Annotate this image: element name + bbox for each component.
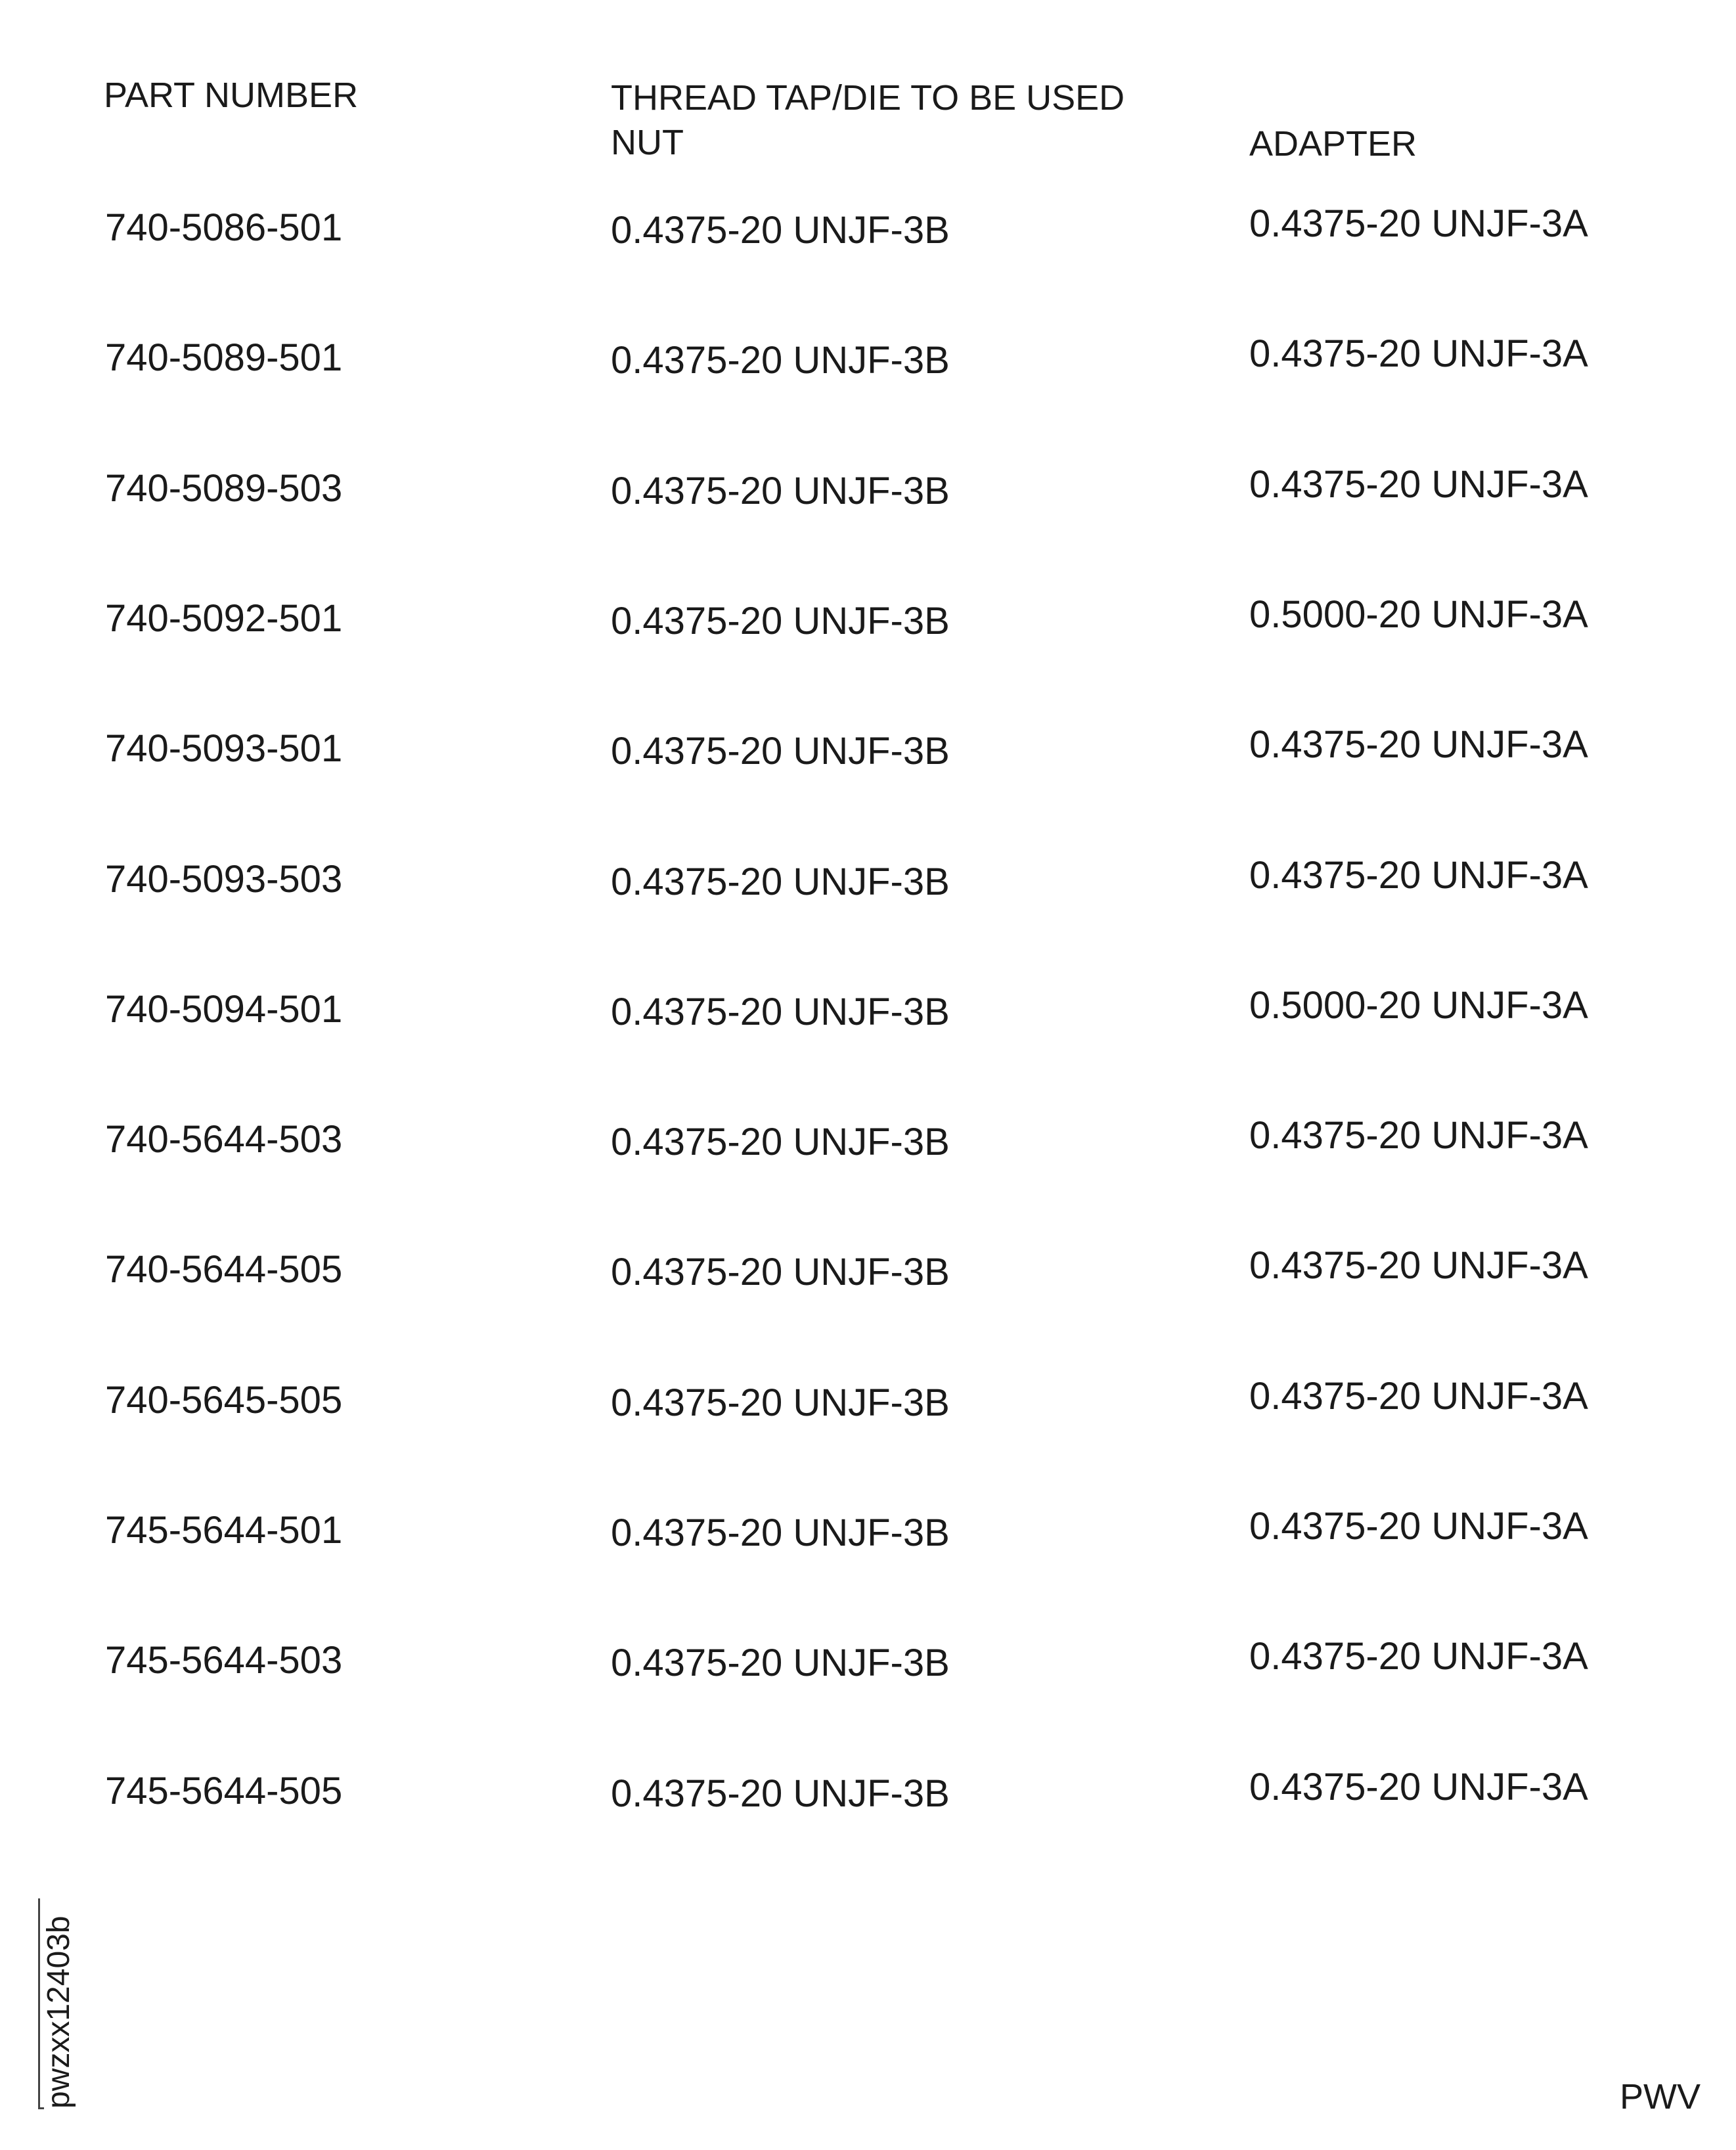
nut-thread-cell: 0.4375-20 UNJF-3B [611, 1642, 950, 1684]
table-row [0, 1244, 1736, 1312]
table-row [0, 593, 1736, 661]
part-number-cell: 745-5644-501 [105, 1509, 343, 1552]
table-row [0, 1635, 1736, 1703]
adapter-thread-cell: 0.4375-20 UNJF-3A [1249, 1244, 1588, 1287]
table-row [0, 463, 1736, 531]
part-number-cell: 740-5094-501 [105, 988, 343, 1031]
part-number-cell: 740-5645-505 [105, 1379, 343, 1422]
table-row [0, 1768, 1736, 1834]
adapter-thread-cell: 0.5000-20 UNJF-3A [1249, 593, 1588, 636]
part-number-cell: 740-5093-501 [105, 727, 343, 770]
header-thread-tap-die: THREAD TAP/DIE TO BE USED [611, 78, 1125, 118]
nut-thread-cell: 0.4375-20 UNJF-3B [611, 1251, 950, 1293]
table-row [0, 1505, 1736, 1573]
adapter-thread-cell: 0.4375-20 UNJF-3A [1249, 854, 1588, 897]
nut-thread-cell: 0.4375-20 UNJF-3B [611, 1512, 950, 1554]
adapter-thread-cell: 0.4375-20 UNJF-3A [1249, 1114, 1588, 1157]
part-number-cell: 740-5644-505 [105, 1248, 343, 1291]
part-number-cell: 740-5089-501 [105, 336, 343, 379]
nut-thread-cell: 0.4375-20 UNJF-3B [611, 1381, 950, 1424]
nut-thread-cell: 0.4375-20 UNJF-3B [611, 991, 950, 1033]
adapter-thread-cell: 0.4375-20 UNJF-3A [1249, 332, 1588, 375]
nut-thread-cell: 0.4375-20 UNJF-3B [611, 861, 950, 903]
part-number-cell: 740-5086-501 [105, 206, 343, 249]
nut-thread-cell: 0.4375-20 UNJF-3B [611, 730, 950, 773]
footer-code: PWV [1620, 2077, 1701, 2116]
adapter-thread-cell: 0.5000-20 UNJF-3A [1249, 984, 1588, 1027]
header-part-number: PART NUMBER [104, 76, 359, 115]
table-row [0, 854, 1736, 922]
figure-identifier [38, 1898, 80, 2109]
nut-thread-cell: 0.4375-20 UNJF-3B [611, 1772, 950, 1815]
table-row [0, 723, 1736, 792]
table-row [0, 202, 1736, 271]
adapter-thread-cell: 0.4375-20 UNJF-3A [1249, 202, 1588, 245]
header-nut: NUT [611, 123, 684, 162]
adapter-thread-cell: 0.4375-20 UNJF-3A [1249, 723, 1588, 766]
part-number-cell: 740-5092-501 [105, 597, 343, 640]
part-number-cell: 740-5644-503 [105, 1118, 343, 1161]
adapter-thread-cell: 0.4375-20 UNJF-3A [1249, 1766, 1588, 1808]
table-row [0, 1377, 1736, 1443]
nut-thread-cell: 0.4375-20 UNJF-3B [611, 1121, 950, 1163]
adapter-thread-cell: 0.4375-20 UNJF-3A [1249, 463, 1588, 506]
adapter-thread-cell: 0.4375-20 UNJF-3A [1249, 1505, 1588, 1548]
adapter-thread-cell: 0.4375-20 UNJF-3A [1249, 1375, 1588, 1418]
table-row [0, 984, 1736, 1052]
part-number-cell: 740-5089-503 [105, 467, 343, 510]
table-row [0, 332, 1736, 401]
figure-id-text: pwzxx12403b [41, 1915, 76, 2109]
nut-thread-cell: 0.4375-20 UNJF-3B [611, 339, 950, 382]
header-adapter: ADAPTER [1249, 124, 1417, 164]
nut-thread-cell: 0.4375-20 UNJF-3B [611, 600, 950, 642]
adapter-thread-cell: 0.4375-20 UNJF-3A [1249, 1635, 1588, 1678]
part-number-cell: 745-5644-505 [105, 1770, 343, 1812]
nut-thread-cell: 0.4375-20 UNJF-3B [611, 470, 950, 512]
part-number-cell: 745-5644-503 [105, 1639, 343, 1682]
table-row [0, 1114, 1736, 1182]
nut-thread-cell: 0.4375-20 UNJF-3B [611, 209, 950, 252]
part-number-cell: 740-5093-503 [105, 858, 343, 901]
